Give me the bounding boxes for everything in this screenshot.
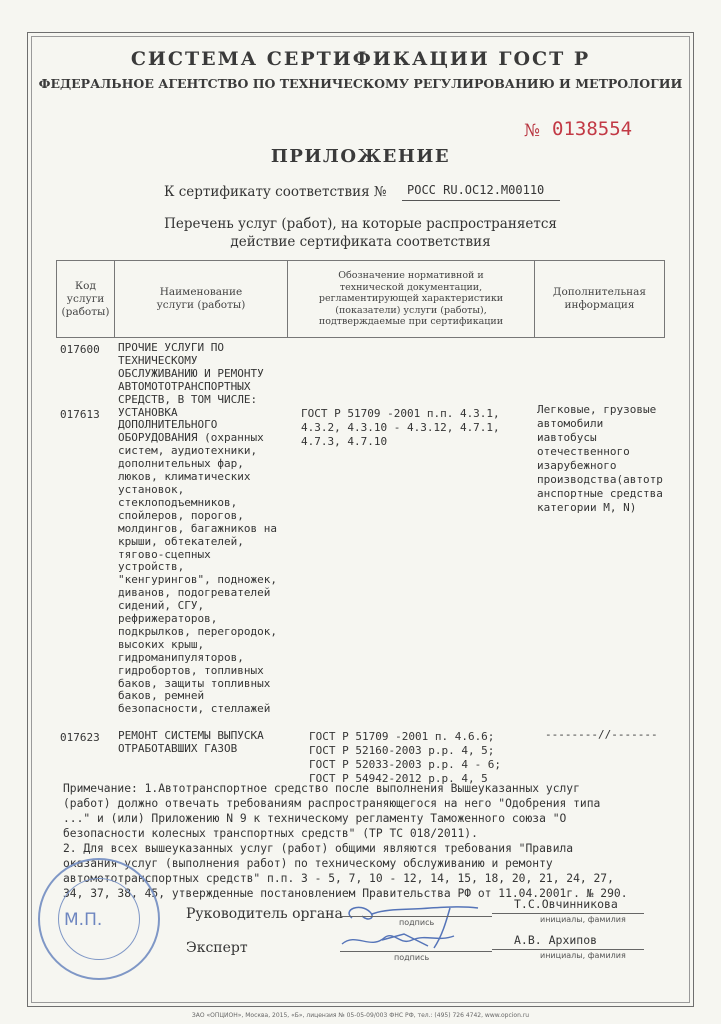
stamp-text: М.П. — [64, 910, 103, 930]
expert-name-caption: инициалы, фамилия — [540, 951, 626, 960]
head-name: Т.С.Овчинникова — [514, 897, 618, 911]
column-header-info: Дополнительная информация — [552, 286, 647, 311]
column-header-code: Код услуги (работы) — [61, 279, 110, 318]
service-names-1: ПРОЧИЕ УСЛУГИ ПО ТЕХНИЧЕСКОМУ ОБСЛУЖИВАНИЮ И РЕМОНТУ АВТОМОТОТРАНСПОРТНЫХ СРЕДСТВ, В ТОМ ЧИСЛЕ: УСТАНОВКА ДОПОЛНИТЕЛЬНОГО ОБОРУДОВАНИЯ (охранных систем, аудиотехники, дополнительных фар, люков, климатических установок, стеклоподъемников, спойлеров, порогов, молдингов, багажников на крыши, обтекателей, тягово-сцепных устройств, "кенгурингов", подножек, диванов, подогревателей сидений, СГУ, рефрижераторов, подкрылков, перегородок, высоких крыш, гидроманипуляторов, гидробортов, топливных баков, защиты топливных баков, ремней безопасности, стеллажей — [118, 341, 277, 716]
subtitle-line-1: Перечень услуг (работ), на которые распространяется — [164, 216, 557, 232]
stamp-seal — [38, 858, 160, 980]
documents-1: ГОСТ Р 51709 -2001 п.п. 4.3.1, 4.3.2, 4.3.10 - 4.3.12, 4.7.1, 4.7.3, 4.7.10 — [301, 407, 500, 448]
service-code: 017600 — [60, 343, 100, 356]
expert-sign-caption: подпись — [394, 953, 430, 962]
subtitle-line-2: действие сертификата соответствия — [230, 234, 491, 250]
head-sign-caption: подпись — [399, 918, 435, 927]
head-name-line — [492, 913, 644, 914]
expert-label: Эксперт — [186, 940, 248, 956]
additional-info-1: Легковые, грузовые автомобили иавтобусы отечественного изарубежного производства(автотр анспортные средства категории М, N) — [537, 403, 663, 514]
certificate-underline — [402, 200, 560, 201]
system-heading: СИСТЕМА СЕРТИФИКАЦИИ ГОСТ Р — [130, 48, 591, 70]
additional-info-2: --------//------- — [545, 728, 658, 741]
head-name-caption: инициалы, фамилия — [540, 915, 626, 924]
column-header-name: Наименование услуги (работы) — [156, 286, 246, 311]
table-col-border — [664, 260, 665, 338]
expert-sign-line — [340, 951, 492, 952]
column-header-documents: Обозначение нормативной и технической документации, регламентирующей характеристики (показатели) услуги (работы), подтверждаемые при сертификации — [318, 270, 504, 328]
certificate-label: К сертификату соответствия № — [164, 184, 387, 200]
documents-2: ГОСТ Р 51709 -2001 п. 4.6.6; ГОСТ Р 52160-2003 р.р. 4, 5; ГОСТ Р 52033-2003 р.р. 4 - 6; ГОСТ Р 54942-2012 р.р. 4, 5 — [309, 730, 502, 785]
form-number: 0138554 — [552, 118, 633, 140]
head-label: Руководитель органа — [186, 906, 343, 922]
service-code: 017623 — [60, 731, 100, 744]
certificate-number: РОСС RU.ОС12.М00110 — [407, 183, 545, 197]
page-title: ПРИЛОЖЕНИЕ — [270, 146, 451, 167]
number-sign: № — [524, 121, 541, 141]
table-top-border — [56, 260, 664, 261]
agency-heading: ФЕДЕРАЛЬНОЕ АГЕНТСТВО ПО ТЕХНИЧЕСКОМУ РЕГУЛИРОВАНИЮ И МЕТРОЛОГИИ — [38, 76, 683, 91]
notes: Примечание: 1.Автотранспортное средство после выполнения Вышеуказанных услуг (работ) должно отвечать требованиям распространяющегося на него "Одобрения типа ..." и (или) Приложению N 9 к техническому регламенту Таможенного союза "О безопасности колесных транспортных средств" (ТР ТС 018/2011). 2. Для всех вышеуказанных услуг (работ) общими являются требования "Правила оказания услуг (выполнения работ) по техническому обслуживанию и ремонту автомототранспортных средств" п.п. 3 - 5, 7, 10 - 12, 14, 15, 18, 20, 21, 24, 27, 34, 37, 38, 45, утвержденные постановлением Правительства РФ от 11.04.2001г. № 290. — [63, 782, 628, 900]
service-names-2: РЕМОНТ СИСТЕМЫ ВЫПУСКА ОТРАБОТАВШИХ ГАЗОВ — [118, 729, 264, 755]
expert-name-line — [492, 949, 644, 950]
service-code: 017613 — [60, 408, 100, 421]
table-header-border — [56, 337, 664, 338]
expert-name: А.В. Архипов — [514, 933, 598, 947]
head-sign-line — [340, 916, 492, 917]
footer-imprint: ЗАО «ОПЦИОН», Москва, 2015, «Б», лицензия № 05-05-09/003 ФНС РФ, тел.: (495) 726 4742, www.opcion.ru — [191, 1012, 530, 1019]
